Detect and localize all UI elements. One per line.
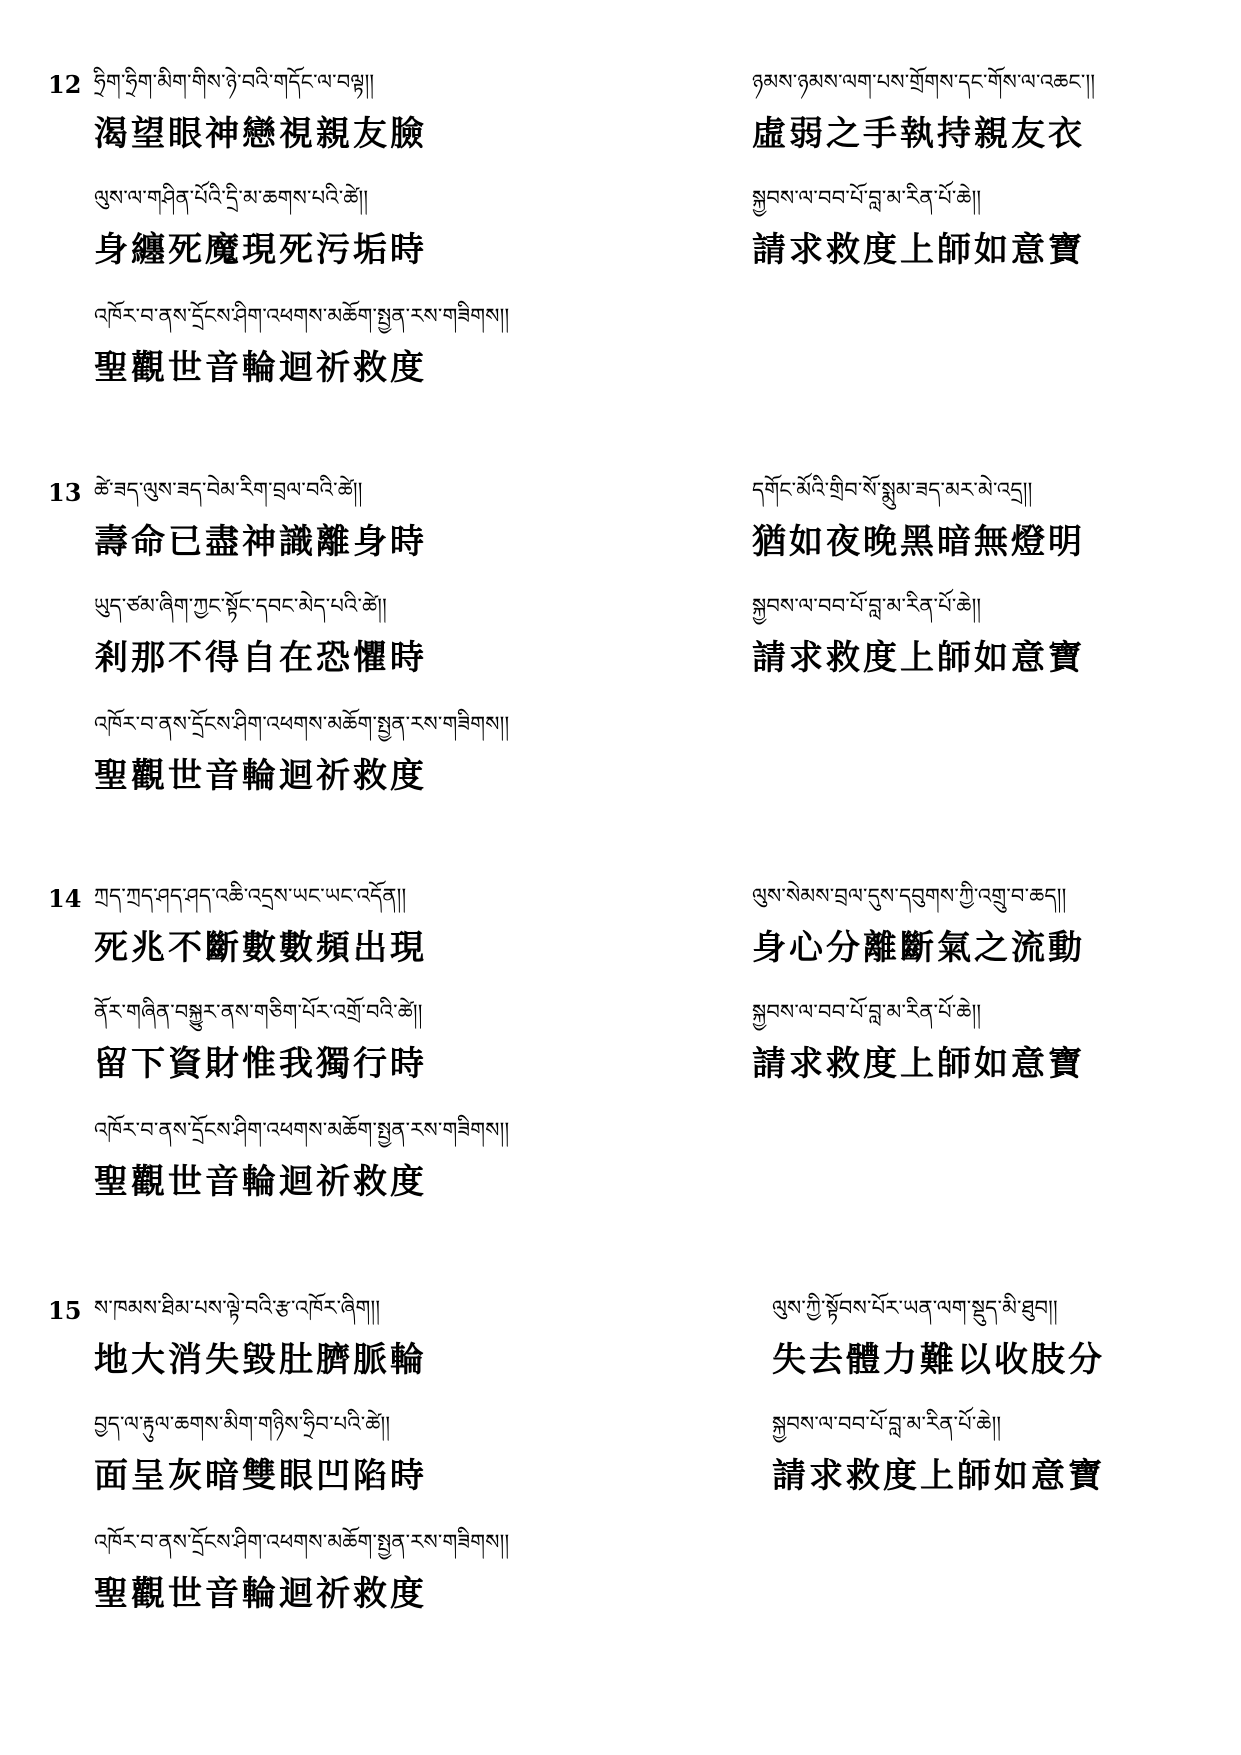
stanza-number: 13	[48, 478, 82, 507]
stanza-number: 12	[48, 70, 82, 99]
stanza-12	[0, 62, 1241, 432]
chinese-verse-line: 請求救度上師如意寶	[752, 1044, 1085, 1084]
chinese-verse-line: 留下資財惟我獨行時	[94, 1044, 427, 1084]
tibetan-verse-line: སྐྱབས་ལ་བབ་པོ་བླ་མ་རིན་པོ་ཆེ།།	[752, 1000, 982, 1024]
stanza-15	[0, 1288, 1241, 1658]
chinese-verse-line: 面呈灰暗雙眼凹陷時	[94, 1456, 427, 1496]
tibetan-verse-line: ལུས་ཀྱི་སྟོབས་པོར་ཡན་ལག་སྡུད་མི་ཐུབ།།	[772, 1296, 1058, 1320]
stanza-number: 14	[48, 884, 82, 913]
chinese-verse-line: 地大消失毀肚臍脈輪	[94, 1340, 427, 1380]
chinese-refrain-line: 聖觀世音輪迴祈救度	[94, 348, 427, 388]
tibetan-refrain-line: འཁོར་བ་ནས་དྲོངས་ཤིག་འཕགས་མཆོག་སྤྱན་རས་གཟིགས།།	[94, 712, 510, 736]
tibetan-verse-line: སྐྱབས་ལ་བབ་པོ་བླ་མ་རིན་པོ་ཆེ།།	[752, 594, 982, 618]
chinese-verse-line: 請求救度上師如意寶	[752, 230, 1085, 270]
chinese-verse-line: 失去體力難以收肢分	[772, 1340, 1105, 1380]
tibetan-verse-line: ས་ཁམས་ཐིམ་པས་ལྟེ་བའི་རྩ་འཁོར་ཞིག།།	[94, 1296, 381, 1320]
stanza-14	[0, 876, 1241, 1246]
tibetan-verse-line: སྐྱབས་ལ་བབ་པོ་བླ་མ་རིན་པོ་ཆེ།།	[772, 1412, 1002, 1436]
tibetan-verse-line: ཉམས་ཉམས་ལག་པས་གྲོགས་དང་གོས་ལ་འཆང་།།	[752, 70, 1096, 94]
chinese-verse-line: 死兆不斷數數頻出現	[94, 928, 427, 968]
stanza-number: 15	[48, 1296, 82, 1325]
tibetan-verse-line: ཚེ་ཟད་ལུས་ཟད་བེམ་རིག་བྲལ་བའི་ཚེ།།	[94, 478, 363, 502]
chinese-refrain-line: 聖觀世音輪迴祈救度	[94, 1574, 427, 1614]
chinese-verse-line: 虛弱之手執持親友衣	[752, 114, 1085, 154]
chinese-verse-line: 請求救度上師如意寶	[752, 638, 1085, 678]
tibetan-verse-line: ཀྲད་ཀྲད་ཤད་ཤད་འཆི་འདྲས་ཡང་ཡང་འདོན།།	[94, 884, 407, 908]
tibetan-verse-line: ཧྲིག་ཧྲིག་མིག་གིས་ཉེ་བའི་གདོང་ལ་བལྟ།།	[94, 70, 375, 94]
chinese-refrain-line: 聖觀世音輪迴祈救度	[94, 1162, 427, 1202]
tibetan-verse-line: ལུས་སེམས་བྲལ་དུས་དབུགས་ཀྱི་འགྲུ་བ་ཆད།།	[752, 884, 1067, 908]
tibetan-verse-line: ནོར་གཞིན་བསྐྱུར་ནས་གཅིག་པོར་འགྲོ་བའི་ཚེ།།	[94, 1000, 423, 1024]
tibetan-verse-line: སྐྱབས་ལ་བབ་པོ་བླ་མ་རིན་པོ་ཆེ།།	[752, 186, 982, 210]
tibetan-verse-line: ལུས་ལ་གཤིན་པོའི་དྲི་མ་ཆགས་པའི་ཚེ།།	[94, 186, 369, 210]
chinese-verse-line: 身纏死魔現死污垢時	[94, 230, 427, 270]
tibetan-refrain-line: འཁོར་བ་ནས་དྲོངས་ཤིག་འཕགས་མཆོག་སྤྱན་རས་གཟིགས།།	[94, 304, 510, 328]
tibetan-verse-line: དགོང་མོའི་གྲིབ་སོ་སྨུམ་ཟད་མར་མེ་འདྲ།།	[752, 478, 1033, 502]
chinese-verse-line: 壽命已盡神識離身時	[94, 522, 427, 562]
chinese-verse-line: 猶如夜晚黑暗無燈明	[752, 522, 1085, 562]
chinese-verse-line: 請求救度上師如意寶	[772, 1456, 1105, 1496]
chinese-verse-line: 身心分離斷氣之流動	[752, 928, 1085, 968]
tibetan-refrain-line: འཁོར་བ་ནས་དྲོངས་ཤིག་འཕགས་མཆོག་སྤྱན་རས་གཟིགས།།	[94, 1530, 510, 1554]
tibetan-refrain-line: འཁོར་བ་ནས་དྲོངས་ཤིག་འཕགས་མཆོག་སྤྱན་རས་གཟིགས།།	[94, 1118, 510, 1142]
chinese-verse-line: 渴望眼神戀視親友臉	[94, 114, 427, 154]
stanza-13	[0, 470, 1241, 840]
chinese-verse-line: 剎那不得自在恐懼時	[94, 638, 427, 678]
tibetan-verse-line: བྱད་ལ་རྟུལ་ཆགས་མིག་གཉིས་ཧྲིབ་པའི་ཚེ།།	[94, 1412, 391, 1436]
chinese-refrain-line: 聖觀世音輪迴祈救度	[94, 756, 427, 796]
tibetan-verse-line: ཡུད་ཙམ་ཞིག་ཀྱང་སྟོང་དབང་མེད་པའི་ཚེ།།	[94, 594, 387, 618]
